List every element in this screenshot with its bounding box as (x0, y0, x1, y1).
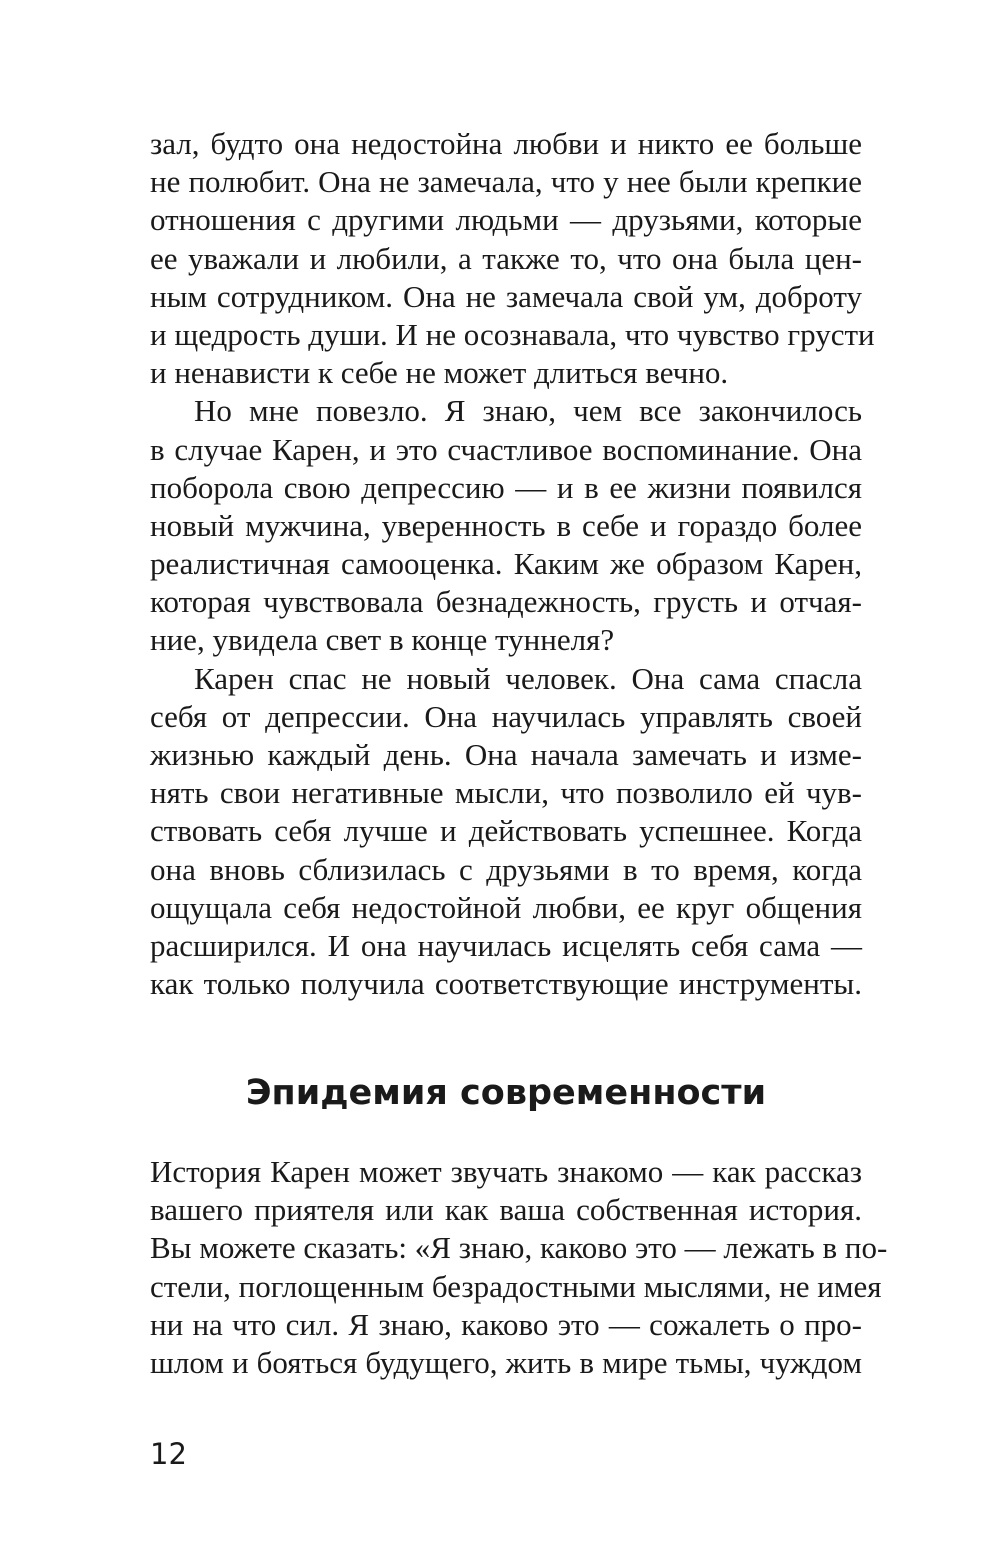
paragraph-4 (150, 1153, 888, 1382)
text-line: ние, увидела свет в конце туннеля? (150, 622, 615, 658)
text-line: не полюбит. Она не замечала, что у нее были крепкие (150, 164, 862, 200)
text-line: отношения с другими людьми — друзьями, которые (150, 202, 862, 238)
text-line: Карен спас не новый человек. Она сама спасла (194, 660, 862, 696)
text-line: История Карен может звучать знакомо — как рассказ (150, 1154, 862, 1189)
paragraph-3 (150, 660, 862, 1004)
text-line: в случае Карен, и это счастливое воспоминание. Она (150, 431, 862, 467)
text-line: себя от депрессии. Она научилась управлять своей (150, 698, 862, 734)
body-text-bottom (150, 1153, 888, 1382)
text-line: которая чувствовала безнадежность, грусть и отчая- (150, 584, 862, 620)
text-line: ствовать себя лучше и действовать успешнее. Когда (150, 813, 862, 849)
body-text-top (150, 125, 875, 1003)
text-line: новый мужчина, уверенность в себе и гораздо более (150, 507, 862, 543)
text-line: жизнью каждый день. Она начала замечать и изме- (150, 737, 862, 772)
text-line: она вновь сблизилась с друзьями в то время, когда (150, 851, 862, 887)
section-heading: Эпидемия современности (245, 1073, 767, 1113)
text-line: и щедрость души. И не осознавала, что чувство грусти (150, 316, 875, 352)
text-line: ее уважали и любили, а также то, что она была цен- (150, 240, 862, 276)
text-line: нять свои негативные мысли, что позволило ей чув- (150, 775, 862, 811)
text-line: шлом и бояться будущего, жить в мире тьмы, чуждом (150, 1344, 862, 1380)
text-line: реалистичная самооценка. Каким же образом Карен, (150, 546, 862, 582)
text-line: поборола свою депрессию — и в ее жизни появился (150, 469, 862, 505)
paragraph-1 (150, 125, 875, 392)
text-line: и ненависти к себе не может длиться вечно. (150, 355, 729, 391)
text-line: зал, будто она недостойна любви и никто ее больше (150, 126, 862, 161)
text-line: как только получила соответствующие инструменты. (150, 966, 862, 1002)
text-line: ным сотрудником. Она не замечала свой ум, доброту (150, 278, 862, 314)
text-line: расширился. И она научилась исцелять себя сама — (150, 927, 862, 963)
text-line: стели, поглощенным безрадостными мыслями, не имея (150, 1268, 882, 1304)
paragraph-2 (150, 392, 862, 659)
text-line: ни на что сил. Я знаю, каково это — сожалеть о про- (150, 1306, 862, 1342)
text-line: Но мне повезло. Я знаю, чем все закончилось (194, 393, 862, 429)
text-line: ощущала себя недостойной любви, ее круг общения (150, 889, 862, 925)
text-line: вашего приятеля или как ваша собственная история. (150, 1192, 862, 1228)
page-number: 12 (150, 1437, 187, 1471)
text-line: Вы можете сказать: «Я знаю, каково это — лежать в по- (150, 1230, 888, 1266)
